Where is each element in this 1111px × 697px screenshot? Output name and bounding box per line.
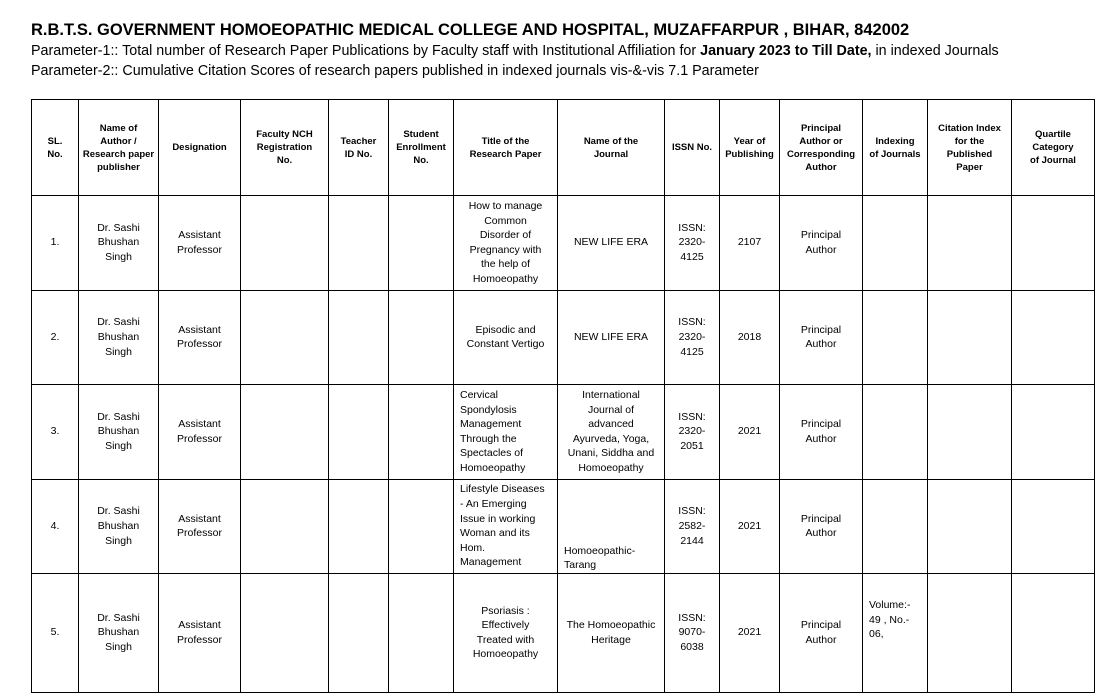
cell-author: Dr. Sashi Bhushan Singh <box>79 574 159 693</box>
cell-paper-title: Episodic and Constant Vertigo <box>454 290 558 385</box>
cell-teacher-id <box>329 385 389 480</box>
cell-indexing <box>863 385 928 480</box>
header-journal-name: Name of the Journal <box>558 100 665 196</box>
cell-year: 2021 <box>720 385 780 480</box>
cell-designation: Assistant Professor <box>159 385 241 480</box>
header-teacher-id: Teacher ID No. <box>329 100 389 196</box>
cell-sl-no: 4. <box>32 479 79 574</box>
cell-indexing <box>863 196 928 291</box>
cell-principal-author: Principal Author <box>780 290 863 385</box>
cell-designation: Assistant Professor <box>159 574 241 693</box>
cell-sl-no: 5. <box>32 574 79 693</box>
publications-table <box>31 99 1095 693</box>
table-row <box>32 385 1095 480</box>
cell-year: 2021 <box>720 574 780 693</box>
parameter-1-suffix: in indexed Journals <box>871 43 999 59</box>
cell-sl-no: 1. <box>32 196 79 291</box>
cell-journal-name: The Homoeopathic Heritage <box>558 574 665 693</box>
cell-principal-author: Principal Author <box>780 196 863 291</box>
parameter-1-period: January 2023 to Till Date, <box>700 43 872 59</box>
cell-issn: ISSN: 2320- 4125 <box>665 290 720 385</box>
cell-quartile <box>1012 290 1095 385</box>
header-issn: ISSN No. <box>665 100 720 196</box>
document-title: R.B.T.S. GOVERNMENT HOMOEOPATHIC MEDICAL COLLEGE AND HOSPITAL, MUZAFFARPUR , BIHAR, 842002 <box>31 21 910 39</box>
cell-citation-index <box>928 196 1012 291</box>
cell-author: Dr. Sashi Bhushan Singh <box>79 385 159 480</box>
cell-sl-no: 3. <box>32 385 79 480</box>
cell-year: 2018 <box>720 290 780 385</box>
cell-journal-name: Homoeopathic- Tarang <box>558 479 665 574</box>
cell-issn: ISSN: 9070- 6038 <box>665 574 720 693</box>
header-quartile: Quartile Category of Journal <box>1012 100 1095 196</box>
header-principal-author: Principal Author or Corresponding Author <box>780 100 863 196</box>
header-year: Year of Publishing <box>720 100 780 196</box>
table-row <box>32 574 1095 693</box>
cell-quartile <box>1012 574 1095 693</box>
cell-quartile <box>1012 196 1095 291</box>
cell-nch-registration <box>241 385 329 480</box>
cell-principal-author: Principal Author <box>780 574 863 693</box>
cell-teacher-id <box>329 479 389 574</box>
cell-nch-registration <box>241 196 329 291</box>
cell-journal-name: NEW LIFE ERA <box>558 196 665 291</box>
cell-indexing: Volume:- 49 , No.- 06, <box>863 574 928 693</box>
table-row <box>32 479 1095 574</box>
cell-year: 2021 <box>720 479 780 574</box>
cell-author: Dr. Sashi Bhushan Singh <box>79 196 159 291</box>
cell-nch-registration <box>241 574 329 693</box>
cell-teacher-id <box>329 574 389 693</box>
header-paper-title: Title of the Research Paper <box>454 100 558 196</box>
cell-student-enrollment <box>389 196 454 291</box>
header-nch-registration: Faculty NCH Registration No. <box>241 100 329 196</box>
header-student-enrollment: Student Enrollment No. <box>389 100 454 196</box>
cell-paper-title: Cervical Spondylosis Management Through the Spectacles of Homoeopathy <box>454 385 558 480</box>
cell-paper-title: Psoriasis : Effectively Treated with Homoeopathy <box>454 574 558 693</box>
cell-issn: ISSN: 2320- 4125 <box>665 196 720 291</box>
cell-principal-author: Principal Author <box>780 479 863 574</box>
header-citation-index: Citation Index for the Published Paper <box>928 100 1012 196</box>
cell-student-enrollment <box>389 290 454 385</box>
cell-designation: Assistant Professor <box>159 196 241 291</box>
cell-designation: Assistant Professor <box>159 290 241 385</box>
parameter-1-line <box>31 41 1106 61</box>
table-header-row <box>32 100 1095 196</box>
header-indexing: Indexing of Journals <box>863 100 928 196</box>
cell-citation-index <box>928 479 1012 574</box>
header-designation: Designation <box>159 100 241 196</box>
cell-sl-no: 2. <box>32 290 79 385</box>
cell-citation-index <box>928 385 1012 480</box>
cell-student-enrollment <box>389 479 454 574</box>
cell-issn: ISSN: 2320- 2051 <box>665 385 720 480</box>
header-author: Name of Author / Research paper publisher <box>79 100 159 196</box>
cell-year: 2107 <box>720 196 780 291</box>
cell-student-enrollment <box>389 385 454 480</box>
parameter-1-prefix: Parameter-1:: Total number of Research Paper Publications by Faculty staff with Institutional Affiliation for <box>31 43 701 59</box>
cell-author: Dr. Sashi Bhushan Singh <box>79 290 159 385</box>
parameter-2-line: Parameter-2:: Cumulative Citation Scores of research papers published in indexed journals vis-&-vis 7.1 Parameter <box>31 63 759 79</box>
table-row <box>32 196 1095 291</box>
cell-paper-title: Lifestyle Diseases - An Emerging Issue in working Woman and its Hom. Management <box>454 479 558 574</box>
cell-issn: ISSN: 2582- 2144 <box>665 479 720 574</box>
cell-nch-registration <box>241 479 329 574</box>
cell-journal-name: NEW LIFE ERA <box>558 290 665 385</box>
cell-teacher-id <box>329 196 389 291</box>
cell-nch-registration <box>241 290 329 385</box>
document-header <box>31 19 1106 81</box>
table-row <box>32 290 1095 385</box>
cell-indexing <box>863 479 928 574</box>
cell-teacher-id <box>329 290 389 385</box>
cell-citation-index <box>928 574 1012 693</box>
cell-journal-name: International Journal of advanced Ayurveda, Yoga, Unani, Siddha and Homoeopathy <box>558 385 665 480</box>
header-sl-no: SL. No. <box>32 100 79 196</box>
cell-quartile <box>1012 479 1095 574</box>
cell-designation: Assistant Professor <box>159 479 241 574</box>
cell-quartile <box>1012 385 1095 480</box>
cell-indexing <box>863 290 928 385</box>
cell-student-enrollment <box>389 574 454 693</box>
cell-citation-index <box>928 290 1012 385</box>
cell-author: Dr. Sashi Bhushan Singh <box>79 479 159 574</box>
cell-paper-title: How to manage Common Disorder of Pregnancy with the help of Homoeopathy <box>454 196 558 291</box>
cell-principal-author: Principal Author <box>780 385 863 480</box>
